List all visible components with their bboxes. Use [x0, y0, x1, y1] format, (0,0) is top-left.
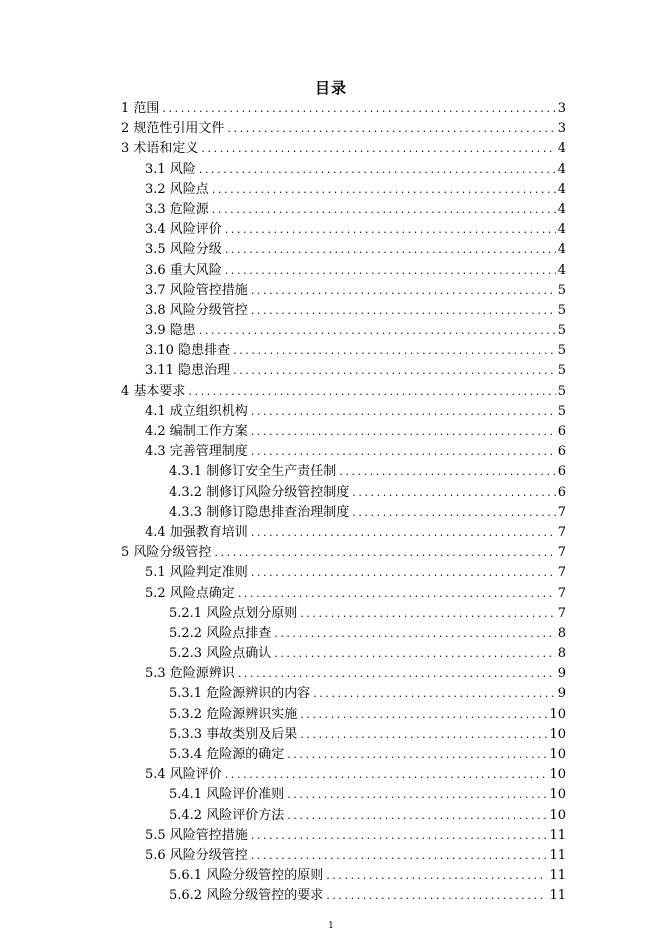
toc-dot-leader	[238, 584, 556, 604]
toc-entry[interactable]	[0, 220, 662, 240]
toc-entry-line	[145, 160, 566, 180]
toc-entry[interactable]	[0, 341, 662, 361]
toc-entry-page-number: 6	[557, 424, 566, 439]
toc-entry-page-number: 11	[549, 868, 566, 884]
toc-dot-leader	[274, 624, 556, 644]
toc-entry-line	[145, 826, 566, 846]
toc-entry-line	[145, 563, 566, 583]
toc-entry-title: 4.3.2 制修订风险分级管控制度	[169, 484, 350, 500]
toc-entry-title: 5.2 风险点确定	[145, 585, 235, 601]
toc-entry-line	[145, 180, 566, 200]
toc-entry-line	[169, 462, 566, 482]
toc-entry-page-number: 5	[557, 363, 566, 379]
toc-entry-line	[145, 765, 566, 785]
toc-entry[interactable]	[0, 160, 662, 180]
toc-entry[interactable]	[0, 886, 662, 906]
toc-entry-page-number: 6	[557, 484, 566, 500]
toc-entry-page-number: 10	[549, 767, 566, 783]
toc-entry-page-number: 7	[557, 504, 566, 520]
toc-entry-page-number: 7	[557, 605, 566, 621]
toc-entry-line	[145, 240, 566, 260]
toc-entry[interactable]	[0, 301, 662, 321]
toc-entry-title: 3.11 隐患治理	[145, 363, 231, 379]
toc-entry-line	[145, 200, 566, 220]
toc-entry-title: 3.1 风险	[145, 161, 196, 177]
toc-entry-title: 3.5 风险分级	[145, 242, 222, 258]
toc-entry-title: 3.6 重大风险	[145, 262, 222, 278]
toc-entry-line	[145, 281, 566, 301]
toc-entry[interactable]	[0, 382, 662, 402]
toc-entry[interactable]	[0, 483, 662, 503]
toc-entry[interactable]	[0, 584, 662, 604]
toc-entry[interactable]	[0, 684, 662, 704]
toc-entry-line	[169, 806, 566, 826]
toc-entry-page-number: 10	[549, 706, 566, 722]
toc-dot-leader	[300, 604, 556, 624]
toc-entry[interactable]	[0, 846, 662, 866]
toc-entry-title: 3.8 风险分级管控	[145, 302, 248, 318]
toc-entry-title: 5.5 风险管控措施	[145, 827, 248, 843]
toc-entry-title: 4.4 加强教育培训	[145, 524, 248, 540]
toc-entry[interactable]	[0, 361, 662, 381]
toc-entry[interactable]	[0, 624, 662, 644]
toc-entry[interactable]	[0, 765, 662, 785]
toc-entry[interactable]	[0, 99, 662, 119]
toc-entry[interactable]	[0, 785, 662, 805]
toc-entry-line	[169, 705, 566, 725]
toc-entry-title: 5.4.1 风险评价准则	[169, 787, 285, 803]
toc-entry[interactable]	[0, 422, 662, 442]
toc-dot-leader	[251, 846, 548, 866]
toc-entry-page-number: 9	[557, 666, 566, 682]
toc-entry-line	[169, 684, 566, 704]
toc-entry-line	[169, 483, 566, 503]
toc-entry-title: 3.9 隐患	[145, 323, 196, 339]
toc-entry-title: 3.10 隐患排查	[145, 343, 231, 359]
toc-entry-title: 4.2 编制工作方案	[145, 424, 248, 439]
toc-entry-line	[145, 422, 566, 442]
toc-entry[interactable]	[0, 442, 662, 462]
toc-entry-page-number: 4	[557, 161, 566, 177]
toc-entry-page-number: 6	[557, 464, 566, 480]
toc-entry-title: 5.3.3 事故类别及后果	[169, 726, 298, 742]
toc-dot-leader	[251, 826, 548, 846]
toc-entry-page-number: 3	[557, 121, 566, 137]
toc-entry[interactable]	[0, 604, 662, 624]
toc-entry-page-number: 5	[557, 403, 566, 419]
toc-entry-title: 5.3 危险源辨识	[145, 666, 235, 682]
toc-dot-leader	[352, 503, 556, 523]
toc-dot-leader	[274, 644, 556, 664]
toc-entry-page-number: 9	[557, 686, 566, 702]
toc-entry-page-number: 4	[557, 201, 566, 217]
toc-entry-title: 4.3.3 制修订隐患排查治理制度	[169, 504, 350, 520]
toc-entry-page-number: 11	[549, 827, 566, 843]
toc-dot-leader	[300, 725, 547, 745]
toc-entry-page-number: 5	[557, 302, 566, 318]
toc-dot-leader	[339, 462, 556, 482]
toc-entry-title: 5.2.1 风险点划分原则	[169, 605, 298, 621]
toc-dot-leader	[233, 361, 556, 381]
toc-entry[interactable]	[0, 725, 662, 745]
toc-entry-page-number: 3	[557, 101, 566, 116]
toc-entry-title: 5.4.2 风险评价方法	[169, 807, 285, 823]
toc-entry-line	[145, 361, 566, 381]
toc-entry-page-number: 10	[549, 726, 566, 742]
toc-entry-line	[169, 785, 566, 805]
toc-entry-page-number: 11	[549, 847, 566, 863]
toc-dot-leader	[251, 281, 556, 301]
toc-entry-title: 3.4 风险评价	[145, 222, 222, 238]
toc-entry-line	[145, 523, 566, 543]
toc-dot-leader	[199, 321, 556, 341]
toc-dot-leader	[287, 745, 547, 765]
toc-entry-title: 5.3.4 危险源的确定	[169, 747, 285, 762]
toc-entry-title: 5.2.3 风险点确认	[169, 646, 272, 662]
toc-entry-title: 2 规范性引用文件	[121, 121, 225, 137]
toc-entry[interactable]	[0, 705, 662, 725]
toc-entry-line	[169, 886, 566, 906]
toc-entry-title: 1 范围	[121, 101, 160, 116]
toc-entry-page-number: 4	[557, 242, 566, 258]
toc-entry-line	[169, 624, 566, 644]
toc-entry[interactable]	[0, 139, 662, 159]
toc-entry-page-number: 4	[557, 141, 566, 157]
toc-entry-title: 4.3 完善管理制度	[145, 444, 248, 460]
toc-entry-line	[169, 745, 566, 765]
toc-dot-leader	[326, 886, 547, 906]
toc-entry-title: 3.2 风险点	[145, 181, 209, 197]
toc-entry-line	[169, 725, 566, 745]
toc-entry[interactable]	[0, 543, 662, 563]
toc-entry-page-number: 5	[557, 383, 566, 399]
toc-entry[interactable]	[0, 664, 662, 684]
toc-entry-title: 5.6 风险分级管控	[145, 847, 248, 863]
toc-dot-leader	[251, 301, 556, 321]
toc-entry[interactable]	[0, 826, 662, 846]
toc-entry-line	[169, 604, 566, 624]
toc-entry-page-number: 7	[557, 585, 566, 601]
toc-entry-title: 4.3.1 制修订安全生产责任制	[169, 464, 337, 480]
toc-entry-line	[169, 866, 566, 886]
toc-entry-page-number: 8	[557, 625, 566, 641]
toc-entry-line	[121, 139, 566, 159]
toc-entry-line	[145, 220, 566, 240]
toc-dot-leader	[227, 119, 555, 139]
toc-dot-leader	[212, 200, 556, 220]
toc-entry-page-number: 5	[557, 343, 566, 359]
toc-entry-title: 5 风险分级管控	[121, 545, 212, 561]
toc-title: 目录	[314, 79, 347, 97]
toc-entry-title: 5.2.2 风险点排查	[169, 625, 272, 641]
toc-entry-title: 3 术语和定义	[121, 141, 199, 157]
toc-entry-title: 5.6.1 风险分级管控的原则	[169, 868, 324, 884]
toc-entry[interactable]	[0, 563, 662, 583]
toc-dot-leader	[225, 261, 556, 281]
toc-dot-leader	[225, 220, 556, 240]
toc-entry-title: 4.1 成立组织机构	[145, 403, 248, 419]
toc-entry-page-number: 4	[557, 262, 566, 278]
toc-dot-leader	[225, 765, 548, 785]
toc-entry-page-number: 4	[557, 181, 566, 197]
toc-dot-leader	[287, 785, 547, 805]
toc-entry-page-number: 8	[557, 646, 566, 662]
toc-entry[interactable]	[0, 321, 662, 341]
toc-dot-leader	[251, 422, 556, 442]
toc-dot-leader	[251, 402, 556, 422]
toc-entry-line	[145, 301, 566, 321]
toc-entry-title: 5.6.2 风险分级管控的要求	[169, 888, 324, 904]
toc-dot-leader	[251, 442, 556, 462]
toc-dot-leader	[233, 341, 556, 361]
toc-entry-page-number: 10	[549, 747, 566, 762]
toc-entry-title: 3.3 危险源	[145, 201, 209, 217]
toc-entry-title: 5.4 风险评价	[145, 767, 222, 783]
toc-dot-leader	[162, 99, 555, 119]
toc-entry-page-number: 4	[557, 222, 566, 238]
toc-entry-line	[145, 584, 566, 604]
toc-entry-line	[145, 341, 566, 361]
toc-entry[interactable]	[0, 806, 662, 826]
toc-entry-page-number: 7	[557, 524, 566, 540]
toc-entry-line	[145, 402, 566, 422]
toc-entry-page-number: 6	[557, 444, 566, 460]
toc-entry[interactable]	[0, 240, 662, 260]
toc-entry[interactable]	[0, 200, 662, 220]
toc-dot-leader	[188, 382, 555, 402]
toc-entry-line	[145, 261, 566, 281]
toc-entry-line	[121, 119, 566, 139]
toc-entry-page-number: 7	[557, 545, 566, 561]
toc-entry[interactable]	[0, 745, 662, 765]
toc-entry[interactable]	[0, 462, 662, 482]
toc-entry-line	[169, 503, 566, 523]
toc-dot-leader	[251, 523, 556, 543]
toc-entry[interactable]	[0, 180, 662, 200]
toc-entry-title: 5.3.2 危险源辨识实施	[169, 706, 298, 722]
toc-entry-line	[121, 543, 566, 563]
toc-entry-line	[145, 321, 566, 341]
toc-entry[interactable]	[0, 866, 662, 886]
toc-dot-leader	[251, 563, 556, 583]
toc-dot-leader	[199, 160, 556, 180]
toc-dot-leader	[225, 240, 556, 260]
toc-entry-page-number: 10	[549, 787, 566, 803]
toc-entry-line	[121, 99, 566, 119]
toc-entry-line	[169, 644, 566, 664]
toc-entry-line	[145, 846, 566, 866]
toc-dot-leader	[214, 543, 555, 563]
toc-entry-title: 5.1 风险判定准则	[145, 565, 248, 581]
toc-entry[interactable]	[0, 523, 662, 543]
footer-page-number: 1	[328, 921, 334, 931]
toc-dot-leader	[300, 705, 547, 725]
toc-entry-page-number: 10	[549, 807, 566, 823]
toc-entry-line	[145, 442, 566, 462]
toc-dot-leader	[326, 866, 547, 886]
toc-entry[interactable]	[0, 119, 662, 139]
toc-entry-title: 4 基本要求	[121, 383, 186, 399]
toc-entry[interactable]	[0, 503, 662, 523]
toc-entry[interactable]	[0, 644, 662, 664]
toc-dot-leader	[238, 664, 556, 684]
toc-entry[interactable]	[0, 402, 662, 422]
toc-entry[interactable]	[0, 261, 662, 281]
toc-entry[interactable]	[0, 281, 662, 301]
toc-entry-page-number: 5	[557, 282, 566, 298]
toc-entry-line	[121, 382, 566, 402]
toc-dot-leader	[212, 180, 556, 200]
toc-entry-page-number: 7	[557, 565, 566, 581]
toc-entry-title: 5.3.1 危险源辨识的内容	[169, 686, 311, 702]
toc-entry-page-number: 5	[557, 323, 566, 339]
toc-entry-line	[145, 664, 566, 684]
toc-dot-leader	[201, 139, 555, 159]
toc-entry-page-number: 11	[549, 888, 566, 904]
toc-dot-leader	[287, 806, 547, 826]
table-of-contents	[0, 99, 662, 907]
toc-dot-leader	[352, 483, 556, 503]
toc-dot-leader	[313, 684, 556, 704]
toc-entry-title: 3.7 风险管控措施	[145, 282, 248, 298]
